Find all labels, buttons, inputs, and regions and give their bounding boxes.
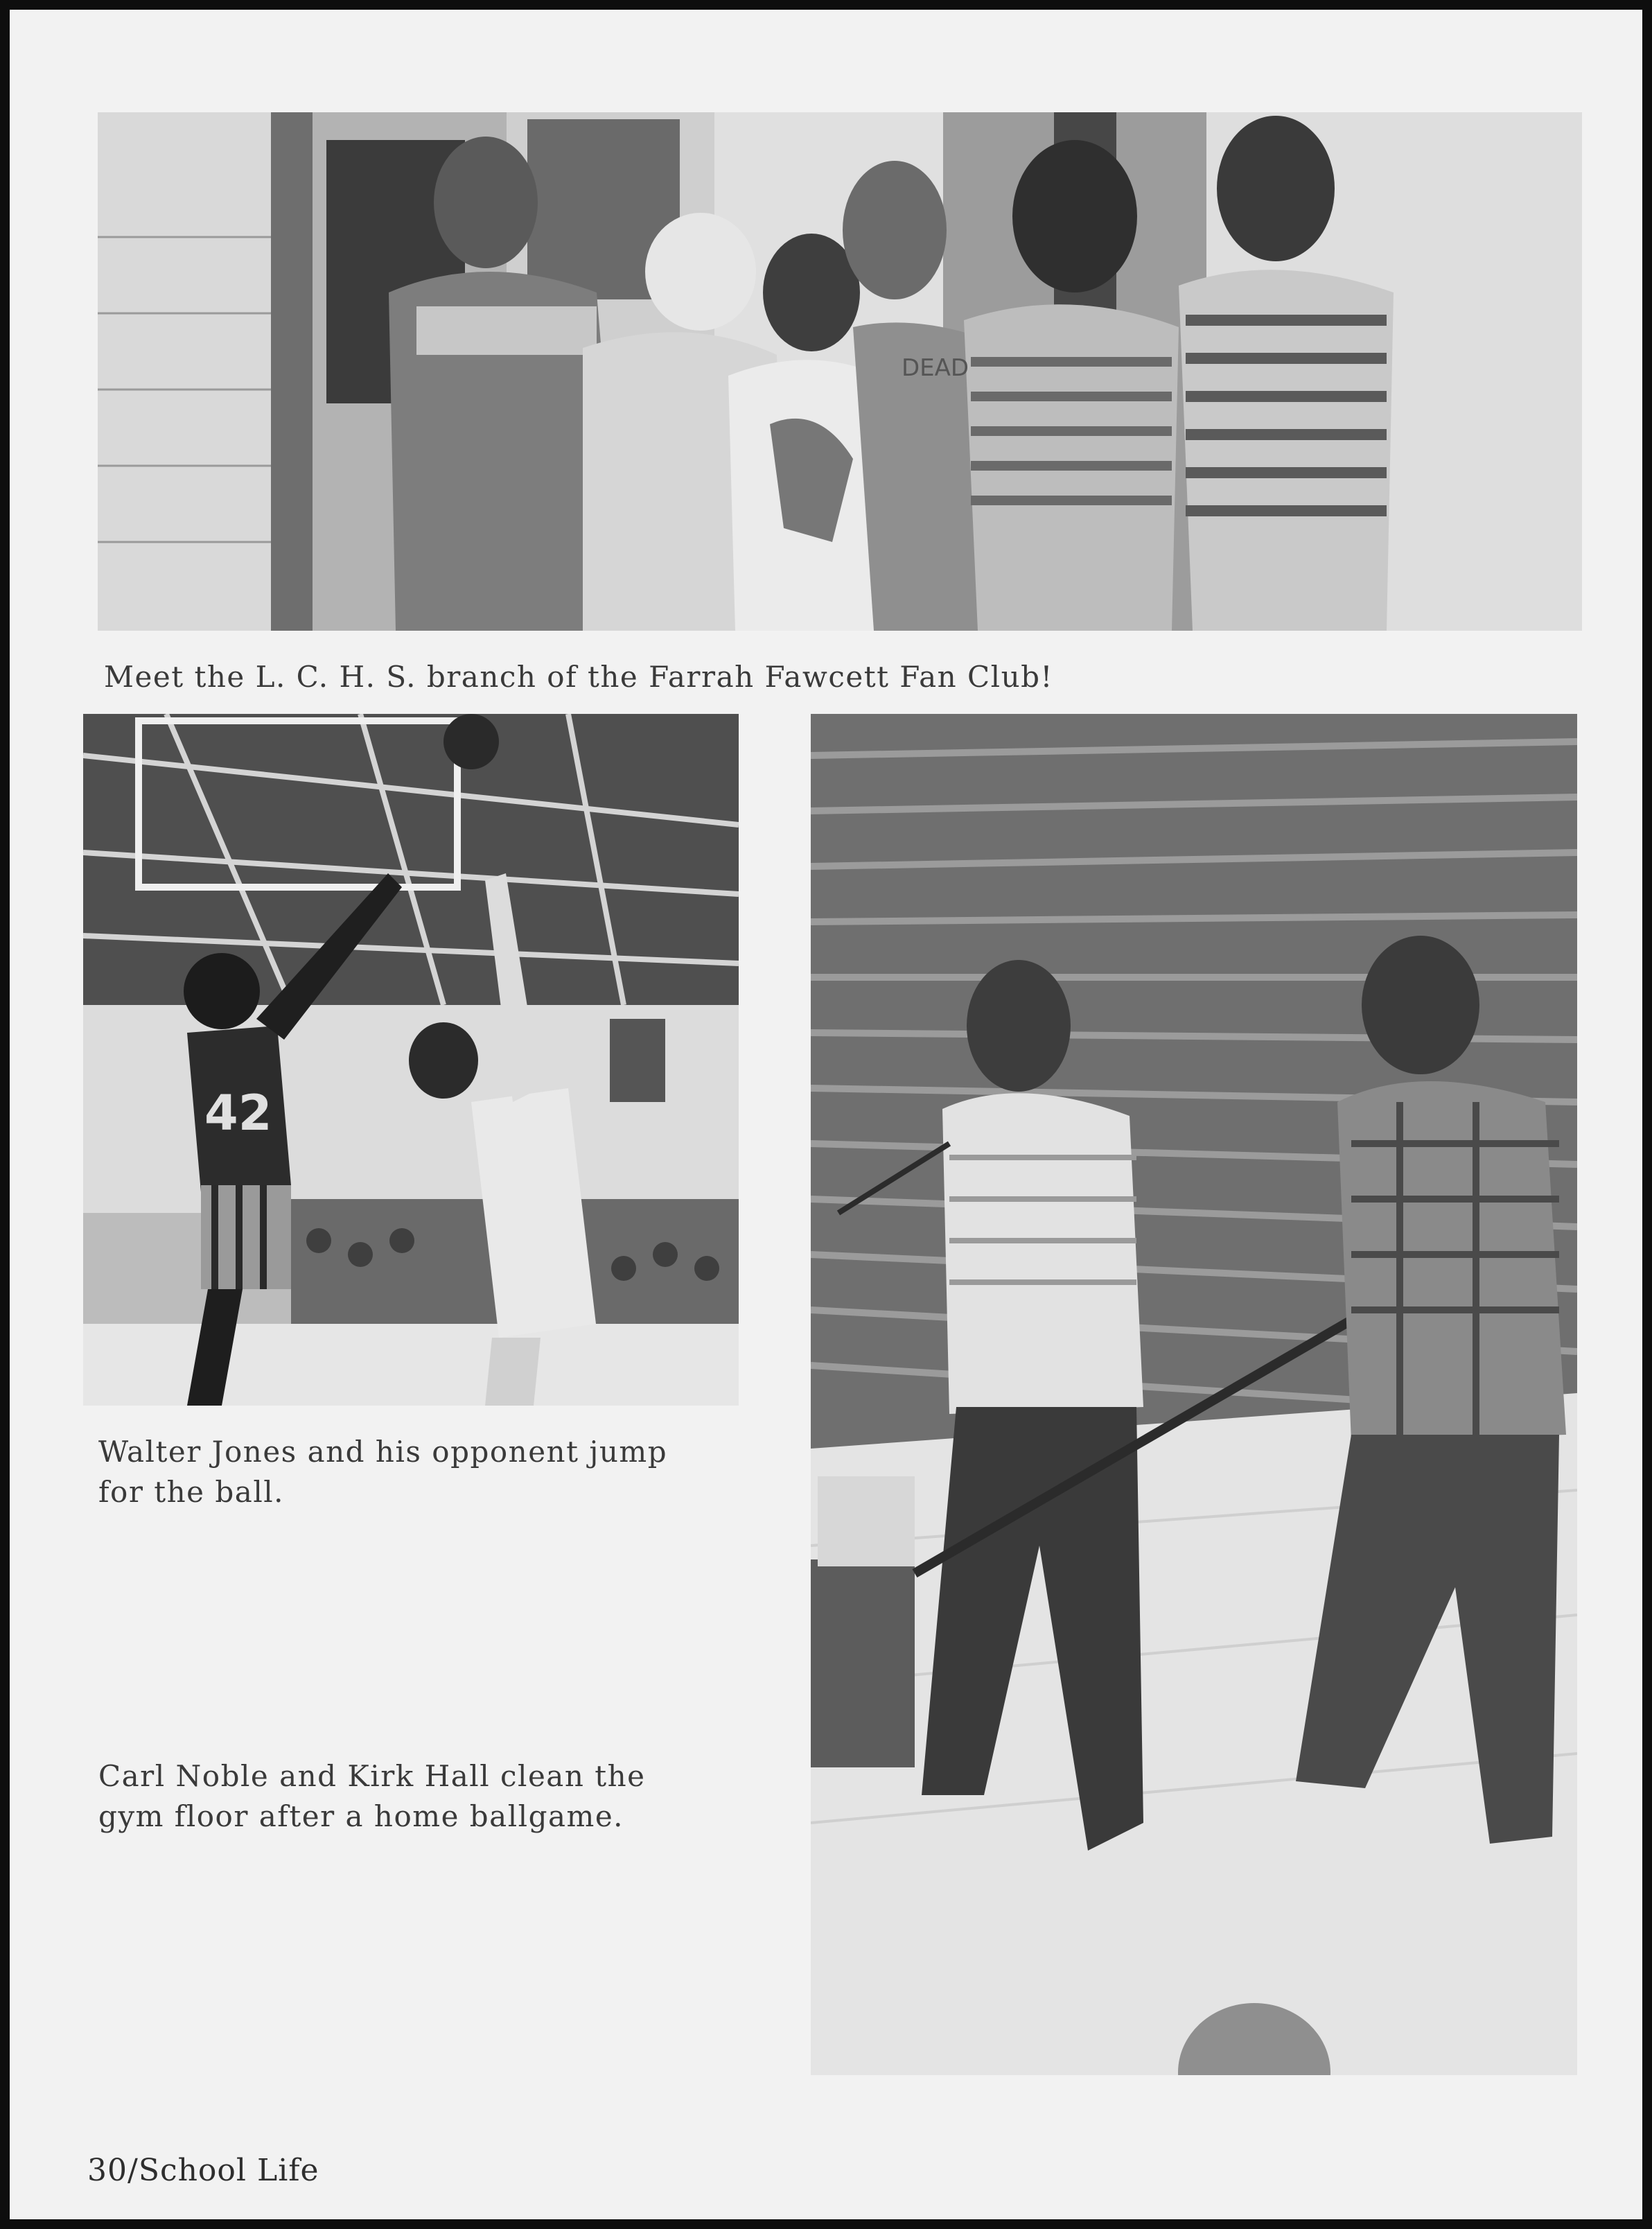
- yearbook-page: [10, 10, 1642, 2219]
- cleaning-caption: [98, 1756, 646, 1837]
- fan-club-photo: [98, 112, 1582, 631]
- gym-cleaning-photo: [811, 714, 1577, 2075]
- basketball-caption-line-2: for the ball.: [98, 1475, 285, 1509]
- basketball-photo: [83, 714, 739, 1406]
- basketball-caption: [98, 1432, 667, 1512]
- shirt-lettering: DEAD: [902, 354, 969, 382]
- jersey-number: 42: [204, 1085, 272, 1142]
- fan-club-caption: Meet the L. C. H. S. branch of the Farrah Fawcett Fan Club!: [104, 660, 1053, 694]
- page-folio: 30/School Life: [87, 2153, 319, 2188]
- basketball-caption-line-1: Walter Jones and his opponent jump: [98, 1435, 668, 1469]
- cleaning-caption-line-1: Carl Noble and Kirk Hall clean the: [98, 1759, 646, 1793]
- cleaning-caption-line-2: gym floor after a home ballgame.: [98, 1799, 624, 1833]
